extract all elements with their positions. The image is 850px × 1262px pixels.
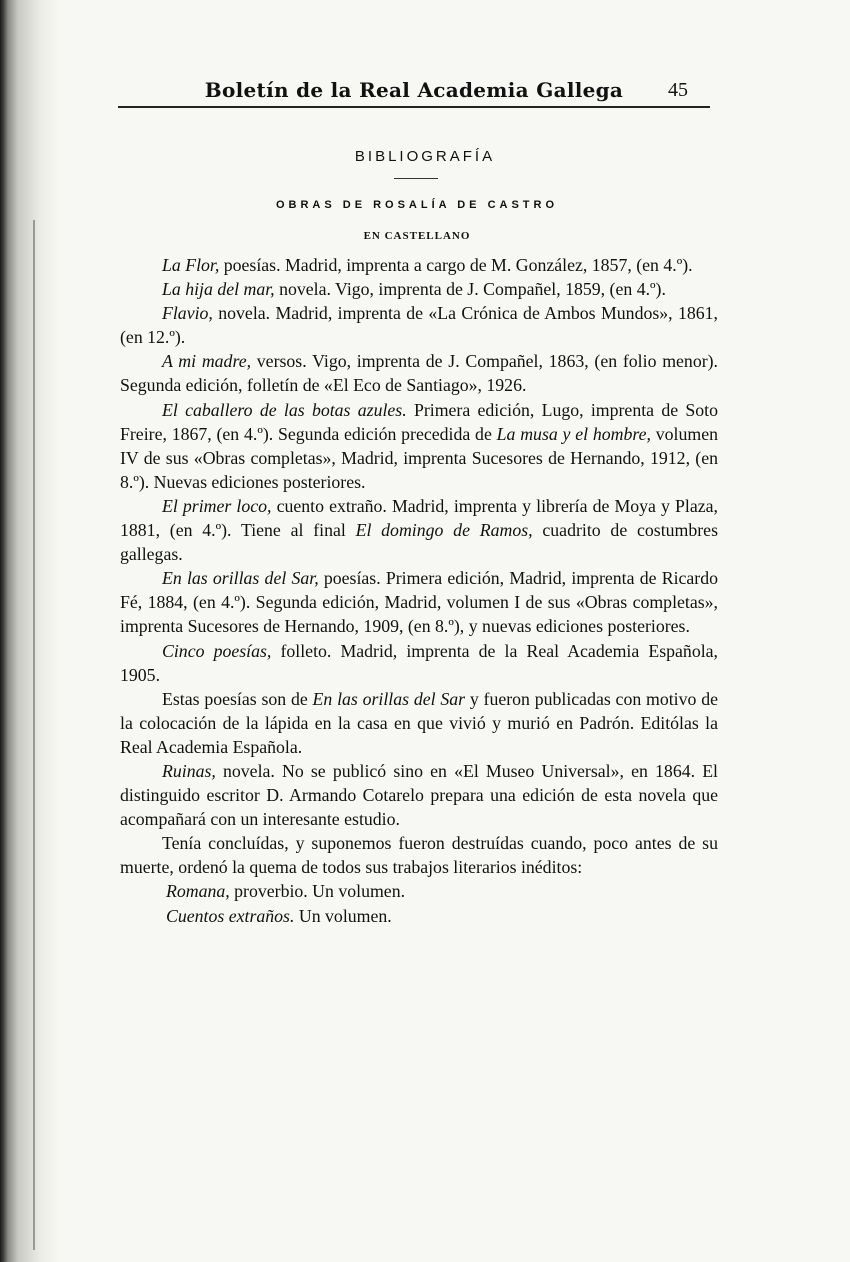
title-rule xyxy=(394,178,438,179)
entry-la-flor: La Flor, poesías. Madrid, imprenta a cargo de M. González, 1857, (en 4.º). xyxy=(162,255,693,275)
entry-cinco-poesias: Cinco poesías, folleto. Madrid, imprenta de la Real Academia Española, 1905. xyxy=(120,640,718,685)
lost-work-cuentos: Cuentos extraños. Un volumen. xyxy=(166,905,392,926)
page-number: 45 xyxy=(668,79,688,101)
entry-ruinas: Ruinas, novela. No se publicó sino en «El Museo Universal», en 1864. El distinguido escritor D. Armando Cotarelo prepara una edición de esta novela que acompañará con un interesante estudio. xyxy=(120,760,718,830)
section-title: BIBLIOGRAFÍA xyxy=(354,148,496,165)
note-paragraph: Estas poesías son de En las orillas del Sar y fueron publicadas con motivo de la colocación de la lápida en la casa en que vivió y murió en Padrón. Editólas la Real Academia Española. xyxy=(120,688,718,757)
page-edge-line xyxy=(33,220,35,1250)
entry-el-caballero: El caballero de las botas azules. Primera edición, Lugo, imprenta de Soto Freire, 1867, (en 4.º). Segunda edición precedida de La musa y el hombre, volumen IV de sus «Obras completas», Madrid, imprenta Sucesores de Hernando, 1912, (en 8.º). Nuevas ediciones posteriores. xyxy=(120,399,719,492)
subsubsection-title: EN CASTELLANO xyxy=(363,230,471,242)
entry-la-hija-del-mar: La hija del mar, novela. Vigo, imprenta de J. Compañel, 1859, (en 4.º). xyxy=(162,279,666,300)
bibliography-body xyxy=(120,253,718,928)
lost-work-romana: Romana, proverbio. Un volumen. xyxy=(166,881,406,902)
entry-en-las-orillas: En las orillas del Sar, poesías. Primera edición, Madrid, imprenta de Ricardo Fé, 1884, (en 4.º). Segunda edición, Madrid, volumen I de sus «Obras completas», imprenta Sucesores de Hernando, 1909, (en 8.º), y nuevas ediciones posteriores. xyxy=(120,568,718,637)
entry-flavio: Flavio, novela. Madrid, imprenta de «La Crónica de Ambos Mundos», 1861, (en 12.º). xyxy=(120,303,718,348)
running-header xyxy=(118,72,710,108)
lost-works-paragraph: Tenía concluídas, y suponemos fueron destruídas cuando, poco antes de su muerte, ordenó la quema de todos sus trabajos literarios inéditos: xyxy=(120,833,718,878)
subsection-title: OBRAS DE ROSALÍA DE CASTRO xyxy=(275,199,559,211)
entry-el-primer-loco: El primer loco, cuento extraño. Madrid, imprenta y librería de Moya y Plaza, 1881, (en 4.º). Tiene al final El domingo de Ramos, cuadrito de costumbres gallegas. xyxy=(120,495,718,565)
book-spine-shadow xyxy=(0,0,60,1262)
entry-a-mi-madre: A mi madre, versos. Vigo, imprenta de J. Compañel, 1863, (en folio menor). Segunda edición, folletín de «El Eco de Santiago», 1926. xyxy=(120,351,718,396)
journal-title: Boletín de la Real Academia Gallega xyxy=(204,78,624,102)
